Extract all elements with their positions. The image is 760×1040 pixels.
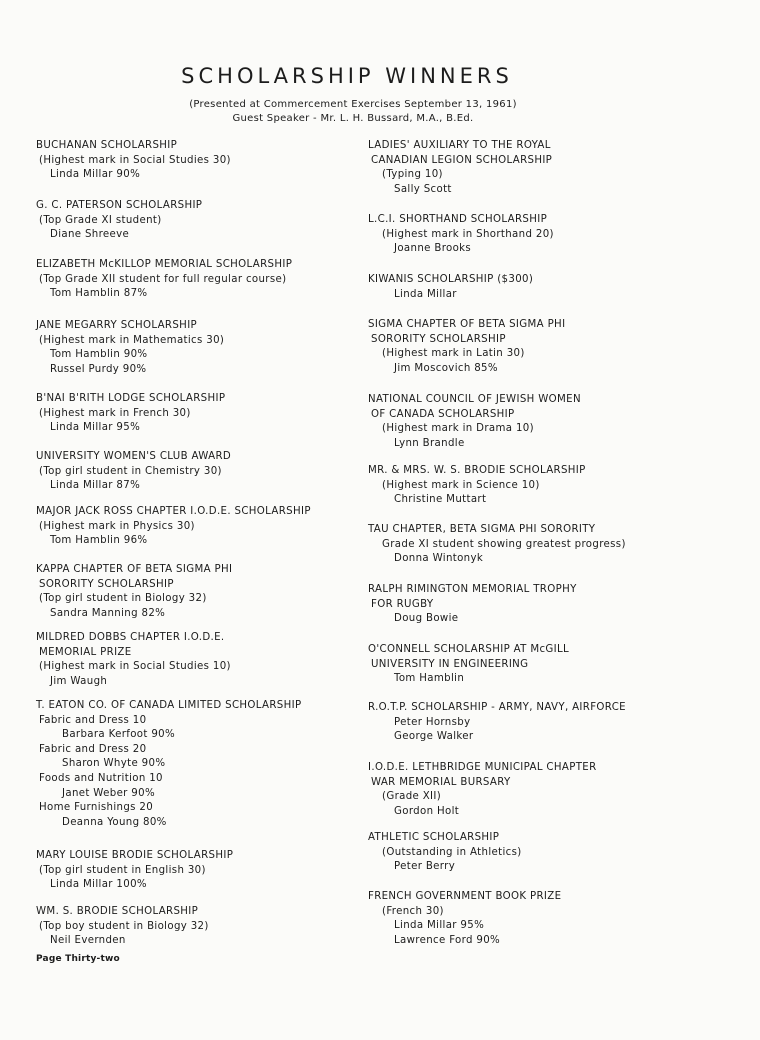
scholarship-name: I.O.D.E. LETHBRIDGE MUNICIPAL CHAPTER: [368, 762, 597, 773]
scholarship-detail: (Typing 10): [382, 169, 443, 181]
scholarship-name: MARY LOUISE BRODIE SCHOLARSHIP: [36, 850, 234, 861]
scholarship-detail: Fabric and Dress 10: [39, 714, 147, 726]
scholarship-detail: Peter Berry: [394, 861, 456, 873]
scholarship-entry: [368, 139, 748, 197]
scholarship-name: BUCHANAN SCHOLARSHIP: [36, 140, 178, 151]
scholarship-detail: Foods and Nutrition 10: [39, 772, 163, 784]
scholarship-detail: Tom Hamblin 96%: [50, 535, 148, 547]
scholarship-detail: (Highest mark in Drama 10): [382, 423, 534, 435]
scholarship-detail: CANADIAN LEGION SCHOLARSHIP: [371, 154, 553, 166]
scholarship-detail: (Highest mark in Mathematics 30): [39, 334, 225, 346]
scholarship-detail: Tom Hamblin 87%: [50, 288, 148, 300]
scholarship-detail: Gordon Holt: [394, 805, 460, 817]
scholarship-name: T. EATON CO. OF CANADA LIMITED SCHOLARSHIP: [36, 700, 302, 711]
scholarship-entry: [368, 464, 748, 508]
scholarship-name: L.C.I. SHORTHAND SCHOLARSHIP: [368, 214, 548, 225]
scholarship-name: KAPPA CHAPTER OF BETA SIGMA PHI: [36, 564, 233, 575]
scholarship-detail: George Walker: [394, 731, 474, 743]
scholarship-entry: [36, 505, 356, 549]
scholarship-name: UNIVERSITY WOMEN'S CLUB AWARD: [36, 451, 232, 462]
scholarship-detail: (Top boy student in Biology 32): [39, 920, 209, 932]
scholarship-detail: (Top girl student in Chemistry 30): [39, 465, 222, 477]
scholarship-detail: Linda Millar 95%: [50, 422, 141, 434]
scholarship-detail: (Top girl student in English 30): [39, 864, 206, 876]
scholarship-detail: Joanne Brooks: [394, 243, 472, 255]
scholarship-detail: UNIVERSITY IN ENGINEERING: [371, 658, 529, 670]
scholarship-entry: [368, 523, 748, 567]
scholarship-name: MR. & MRS. W. S. BRODIE SCHOLARSHIP: [368, 465, 586, 476]
scholarship-detail: Christine Muttart: [394, 494, 487, 506]
scholarship-entry: [368, 318, 748, 376]
scholarship-detail: Linda Millar: [394, 288, 457, 300]
scholarship-detail: Linda Millar 87%: [50, 480, 141, 492]
scholarship-detail: Lawrence Ford 90%: [394, 934, 501, 946]
scholarship-name: B'NAI B'RITH LODGE SCHOLARSHIP: [36, 393, 226, 404]
scholarship-name: R.O.T.P. SCHOLARSHIP - ARMY, NAVY, AIRFORCE: [368, 702, 626, 713]
scholarship-entry: [36, 139, 356, 183]
scholarship-name: MAJOR JACK ROSS CHAPTER I.O.D.E. SCHOLARSHIP: [36, 506, 311, 517]
scholarship-name: O'CONNELL SCHOLARSHIP AT McGILL: [368, 644, 570, 655]
scholarship-detail: Deanna Young 80%: [62, 816, 167, 828]
scholarship-detail: Donna Wintonyk: [394, 553, 484, 565]
scholarship-detail: Tom Hamblin 90%: [50, 349, 148, 361]
scholarship-detail: Lynn Brandle: [394, 437, 465, 449]
scholarship-name: FRENCH GOVERNMENT BOOK PRIZE: [368, 891, 562, 902]
scholarship-name: WM. S. BRODIE SCHOLARSHIP: [36, 906, 199, 917]
scholarship-detail: Doug Bowie: [394, 613, 459, 625]
scholarship-detail: (Highest mark in Social Studies 10): [39, 661, 231, 673]
scholarship-detail: (French 30): [382, 905, 444, 917]
scholarship-entry: [368, 890, 748, 948]
scholarship-detail: SORORITY SCHOLARSHIP: [371, 333, 506, 345]
page-title: SCHOLARSHIP WINNERS: [181, 64, 513, 88]
subtitle: (Presented at Commercement Exercises September 13, 1961): [189, 99, 517, 110]
scholarship-entry: [36, 849, 356, 893]
scholarship-detail: Linda Millar 95%: [394, 920, 485, 932]
scholarship-detail: SORORITY SCHOLARSHIP: [39, 578, 174, 590]
scholarship-entry: [36, 450, 356, 494]
scholarship-detail: (Top Grade XII student for full regular course): [39, 273, 287, 285]
scholarship-name: G. C. PATERSON SCHOLARSHIP: [36, 200, 203, 211]
scholarship-detail: Neil Evernden: [50, 935, 126, 947]
scholarship-entry: [368, 761, 748, 819]
scholarship-entry: [36, 199, 356, 243]
scholarship-detail: Sandra Manning 82%: [50, 607, 166, 619]
scholarship-entry: [36, 258, 356, 302]
scholarship-detail: Linda Millar 100%: [50, 879, 147, 891]
scholarship-name: NATIONAL COUNCIL OF JEWISH WOMEN: [368, 394, 581, 405]
scholarship-detail: OF CANADA SCHOLARSHIP: [371, 408, 515, 420]
scholarship-detail: Grade XI student showing greatest progress): [382, 538, 626, 550]
scholarship-detail: (Top girl student in Biology 32): [39, 593, 207, 605]
scholarship-entry: [36, 905, 356, 949]
scholarship-entry: [36, 699, 356, 830]
scholarship-detail: Linda Millar 90%: [50, 169, 141, 181]
scholarship-name: SIGMA CHAPTER OF BETA SIGMA PHI: [368, 319, 566, 330]
scholarship-detail: FOR RUGBY: [371, 598, 434, 610]
scholarship-entry: [36, 319, 356, 377]
scholarship-name: ELIZABETH McKILLOP MEMORIAL SCHOLARSHIP: [36, 259, 293, 270]
scholarship-name: TAU CHAPTER, BETA SIGMA PHI SORORITY: [368, 524, 596, 535]
scholarship-entry: [36, 563, 356, 621]
scholarship-entry: [36, 392, 356, 436]
scholarship-name: RALPH RIMINGTON MEMORIAL TROPHY: [368, 584, 577, 595]
scholarship-detail: Jim Waugh: [50, 675, 108, 687]
scholarship-name: JANE MEGARRY SCHOLARSHIP: [36, 320, 198, 331]
scholarship-detail: (Highest mark in Social Studies 30): [39, 154, 231, 166]
scholarship-detail: WAR MEMORIAL BURSARY: [371, 776, 511, 788]
scholarship-detail: (Grade XII): [382, 791, 442, 803]
scholarship-detail: Tom Hamblin: [394, 673, 465, 685]
scholarship-detail: (Top Grade XI student): [39, 214, 162, 226]
guest-speaker: Guest Speaker - Mr. L. H. Bussard, M.A., B.Ed.: [232, 113, 474, 124]
scholarship-name: ATHLETIC SCHOLARSHIP: [368, 832, 500, 843]
scholarship-detail: MEMORIAL PRIZE: [39, 646, 132, 658]
scholarship-detail: (Highest mark in Latin 30): [382, 348, 525, 360]
scholarship-detail: Peter Hornsby: [394, 716, 471, 728]
scholarship-entry: [368, 643, 748, 687]
scholarship-entry: [368, 701, 748, 745]
scholarship-name: KIWANIS SCHOLARSHIP ($300): [368, 274, 534, 285]
scholarship-detail: Janet Weber 90%: [62, 787, 156, 799]
scholarship-entry: [368, 583, 748, 627]
scholarship-entry: [368, 213, 748, 257]
scholarship-detail: Russel Purdy 90%: [50, 363, 147, 375]
scholarship-detail: Diane Shreeve: [50, 229, 130, 241]
scholarship-entry: [36, 631, 356, 689]
scholarship-entry: [368, 393, 748, 451]
scholarship-detail: Sally Scott: [394, 183, 452, 195]
scholarship-detail: (Outstanding in Athletics): [382, 846, 522, 858]
scholarship-detail: (Highest mark in Physics 30): [39, 520, 195, 532]
scholarship-detail: Home Furnishings 20: [39, 802, 154, 814]
page-number: Page Thirty-two: [36, 954, 120, 964]
scholarship-detail: Sharon Whyte 90%: [62, 758, 166, 770]
scholarship-detail: (Highest mark in Science 10): [382, 479, 540, 491]
scholarship-detail: (Highest mark in French 30): [39, 407, 191, 419]
scholarship-name: LADIES' AUXILIARY TO THE ROYAL: [368, 140, 551, 151]
scholarship-detail: (Highest mark in Shorthand 20): [382, 228, 554, 240]
scholarship-name: MILDRED DOBBS CHAPTER I.O.D.E.: [36, 632, 225, 643]
scholarship-detail: Barbara Kerfoot 90%: [62, 729, 176, 741]
scholarship-entry: [368, 831, 748, 875]
scholarship-detail: Fabric and Dress 20: [39, 743, 147, 755]
scholarship-detail: Jim Moscovich 85%: [394, 362, 498, 374]
scholarship-entry: [368, 273, 748, 302]
